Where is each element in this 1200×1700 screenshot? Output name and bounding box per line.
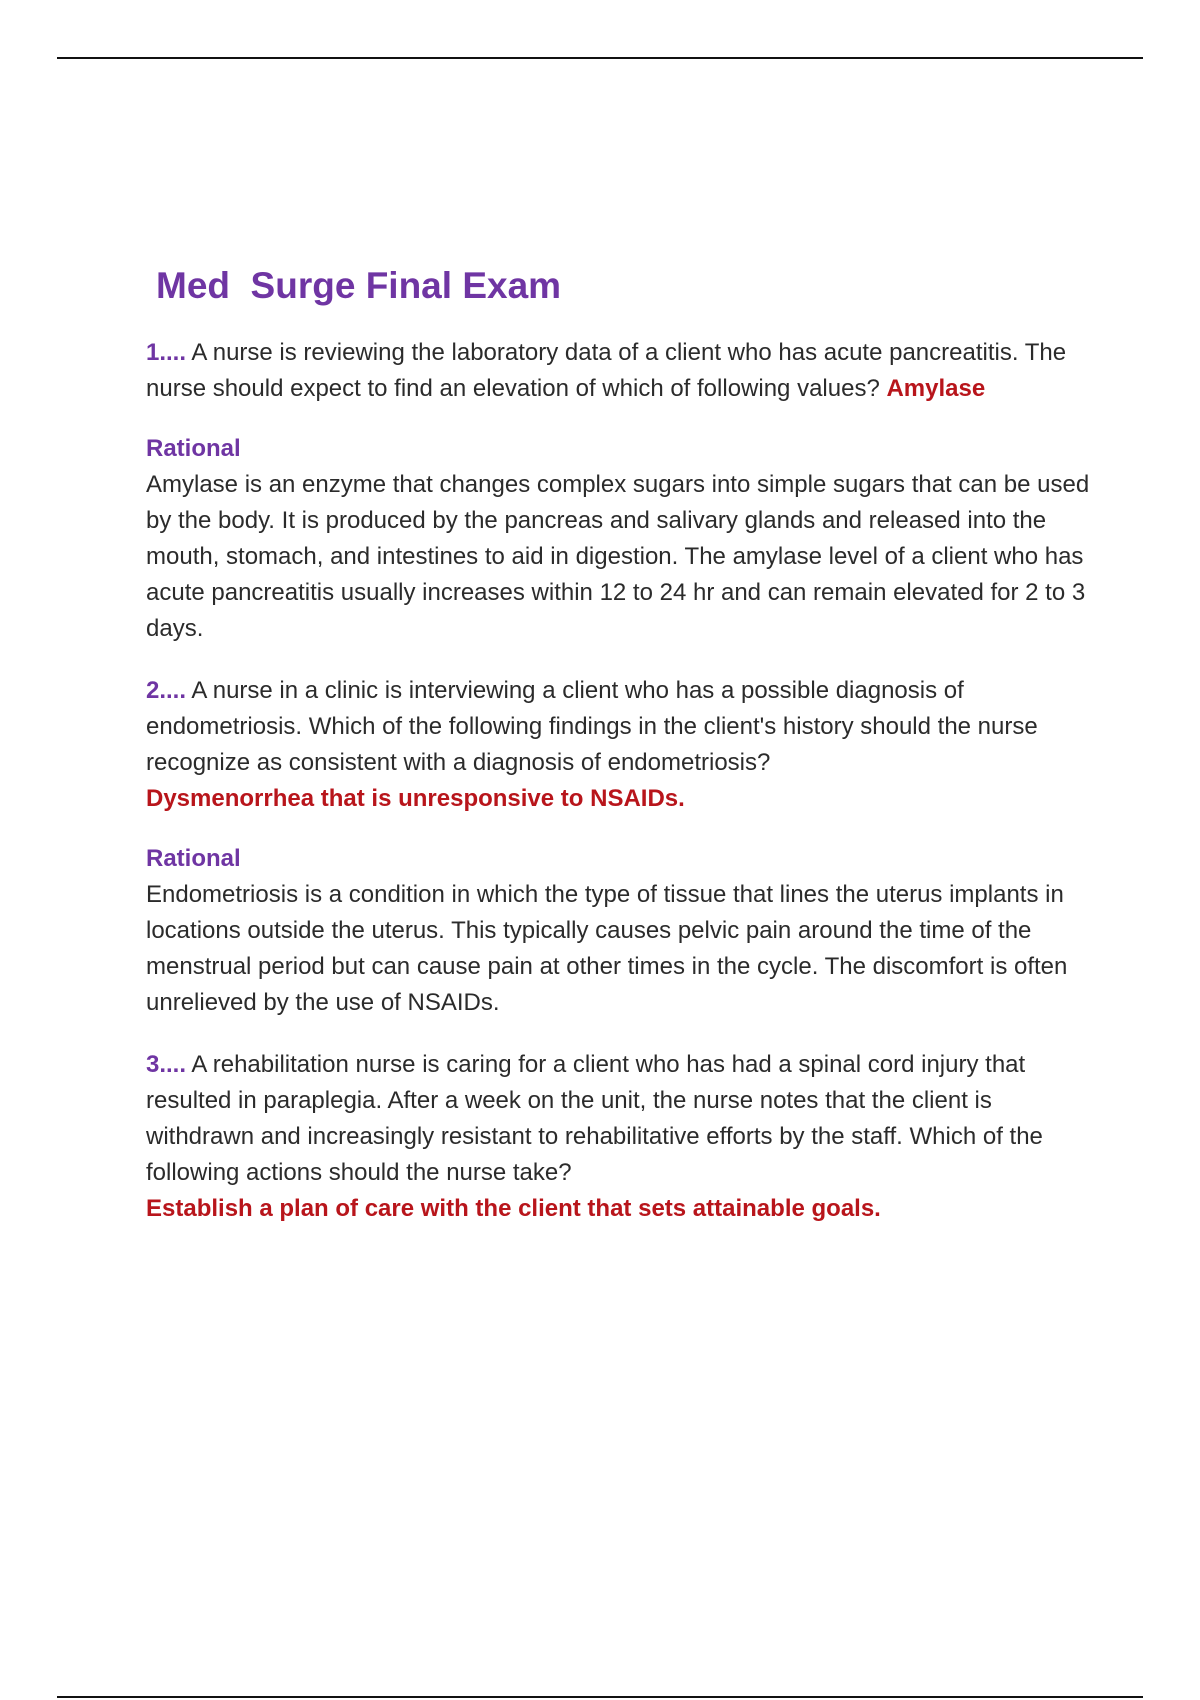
rational-text: Amylase is an enzyme that changes complex sugars into simple sugars that can be used by the body. It is produced by the pancreas and salivary glands and released into the mouth, stomach, and intestines to aid in digestion. The amylase level of a client who has acute pancreatitis usually increases within 12 to 24 hr and can remain elevated for 2 to 3 days. <box>146 471 1090 642</box>
question-number: 1.... <box>146 339 187 366</box>
question-number: 2.... <box>146 677 187 704</box>
header-rule <box>57 57 1143 59</box>
question-text: A nurse in a clinic is interviewing a client who has a possible diagnosis of endometriosis. Which of the following findings in the client's history should the nurse recognize as consistent with a diagnosis of endometriosis? <box>146 677 1038 776</box>
question-3 <box>146 1047 1096 1227</box>
document-body <box>146 258 1096 1227</box>
rational-label: Rational <box>146 845 241 872</box>
answer-text: Establish a plan of care with the client that sets attainable goals. <box>146 1195 881 1222</box>
page-title: Med Surge Final Exam <box>156 265 562 306</box>
rational-text: Endometriosis is a condition in which the type of tissue that lines the uterus implants in locations outside the uterus. This typically causes pelvic pain around the time of the menstrual period but can cause pain at other times in the cycle. The discomfort is often unrelieved by the use of NSAIDs. <box>146 881 1068 1016</box>
question-2 <box>146 673 1096 817</box>
rational-label: Rational <box>146 435 241 462</box>
footer-rule <box>57 1696 1143 1698</box>
question-number: 3.... <box>146 1051 187 1078</box>
answer-text: Amylase <box>886 375 986 402</box>
question-text: A rehabilitation nurse is caring for a client who has had a spinal cord injury that resulted in paraplegia. After a week on the unit, the nurse notes that the client is withdrawn and increasingly resistant to rehabilitative efforts by the staff. Which of the following actions should the nurse take? <box>146 1051 1043 1186</box>
answer-text: Dysmenorrhea that is unresponsive to NSAIDs. <box>146 785 685 812</box>
question-text: A nurse is reviewing the laboratory data of a client who has acute pancreatitis. The nurse should expect to find an elevation of which of following values? <box>146 339 1067 402</box>
question-1 <box>146 335 1096 407</box>
